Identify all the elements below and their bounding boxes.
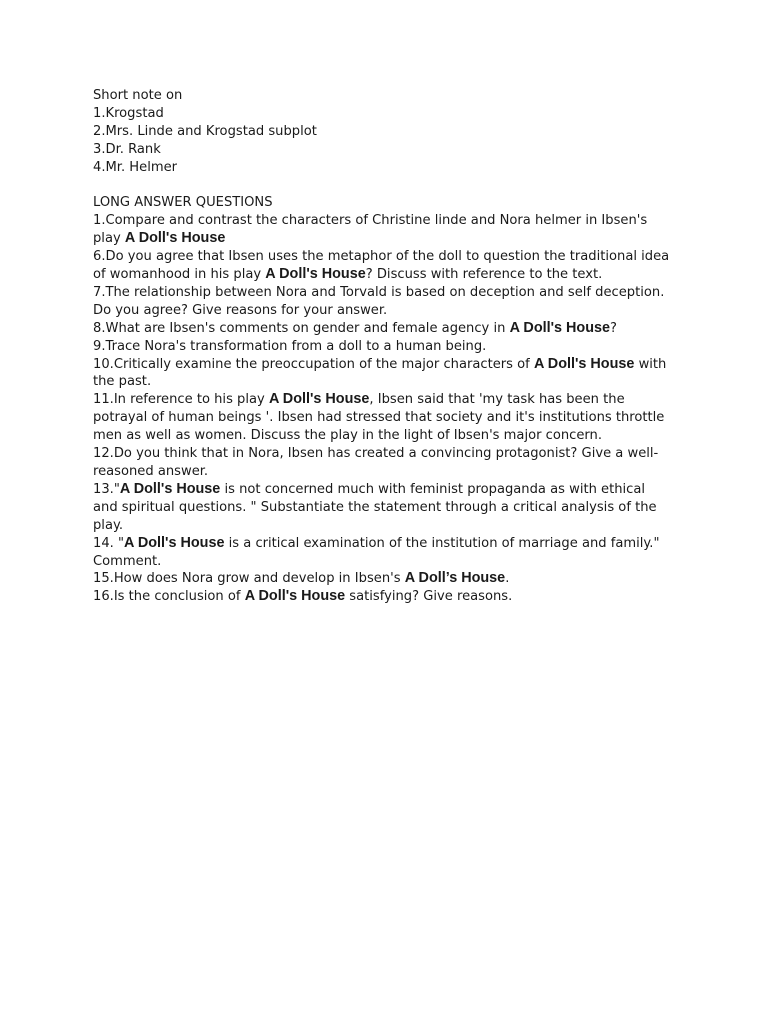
question-10-text: 10.Critically examine the preoccupation of the major characters of xyxy=(93,356,534,372)
play-title: A Doll's House xyxy=(124,230,226,247)
document-page xyxy=(93,87,671,606)
long-answer-heading: LONG ANSWER QUESTIONS xyxy=(93,195,273,211)
question-12: 12.Do you think that in Nora, Ibsen has created a convincing protagonist? Give a well-reasoned answer. xyxy=(93,446,659,480)
question-13-text: 13." xyxy=(93,481,120,497)
question-6-text: 6.Do you agree that Ibsen uses the metaphor of the doll to question the traditional idea of womanhood in his play xyxy=(93,249,670,283)
short-note-item-4: 4.Mr. Helmer xyxy=(93,159,178,175)
play-title: A Doll's House xyxy=(509,319,611,336)
question-14 xyxy=(93,535,671,571)
play-title: A Doll's House xyxy=(268,391,370,408)
play-title: A Doll's House xyxy=(533,355,635,372)
question-14-text: 14. " xyxy=(93,535,125,551)
question-16-text: 16.Is the conclusion of xyxy=(93,589,245,605)
question-8-post: ? xyxy=(610,320,617,336)
question-16-post: satisfying? Give reasons. xyxy=(345,589,513,605)
question-13 xyxy=(93,481,671,535)
question-11 xyxy=(93,391,671,445)
question-1 xyxy=(93,212,671,248)
question-15 xyxy=(93,570,671,588)
question-8 xyxy=(93,320,671,338)
question-14-post: is a critical examination of the institution of marriage and family." Comment. xyxy=(93,535,660,569)
spacer xyxy=(93,177,671,195)
question-16 xyxy=(93,588,671,606)
question-10-post: with the past. xyxy=(93,356,667,390)
question-8-text: 8.What are Ibsen's comments on gender and female agency in xyxy=(93,320,510,336)
question-13-post: is not concerned much with feminist propaganda as with ethical and spiritual questions. " Substantiate the statement through a critical analysis of the play. xyxy=(93,481,657,533)
question-15-text: 15.How does Nora grow and develop in Ibsen's xyxy=(93,571,405,587)
short-note-item-3: 3.Dr. Rank xyxy=(93,141,161,157)
play-title: A Doll's House xyxy=(265,266,366,283)
play-title: A Doll's House xyxy=(244,588,346,605)
short-note-item-1: 1.Krogstad xyxy=(93,105,164,121)
question-6 xyxy=(93,248,671,284)
short-note-item-2: 2.Mrs. Linde and Krogstad subplot xyxy=(93,123,317,139)
short-note-heading: Short note on xyxy=(93,88,183,103)
play-title: A Doll's House xyxy=(124,534,225,551)
question-11-post: , Ibsen said that 'my task has been the potrayal of human beings '. Ibsen had stressed that society and it's institutions throttle men as well as women. Discuss the play in the light of Ibsen's major concern. xyxy=(93,392,665,444)
question-9: 9.Trace Nora's transformation from a doll to a human being. xyxy=(93,338,487,354)
question-7: 7.The relationship between Nora and Torvald is based on deception and self deception. Do you agree? Give reasons for your answer. xyxy=(93,284,665,318)
play-title-alt: A Doll’s House xyxy=(404,570,506,587)
question-10 xyxy=(93,356,671,392)
question-15-post: . xyxy=(505,571,510,587)
question-6-post: ? Discuss with reference to the text. xyxy=(365,267,603,283)
question-1-text: 1.Compare and contrast the characters of Christine linde and Nora helmer in Ibsen's play xyxy=(93,213,648,247)
play-title: A Doll's House xyxy=(119,480,221,497)
question-11-text: 11.In reference to his play xyxy=(93,392,269,408)
